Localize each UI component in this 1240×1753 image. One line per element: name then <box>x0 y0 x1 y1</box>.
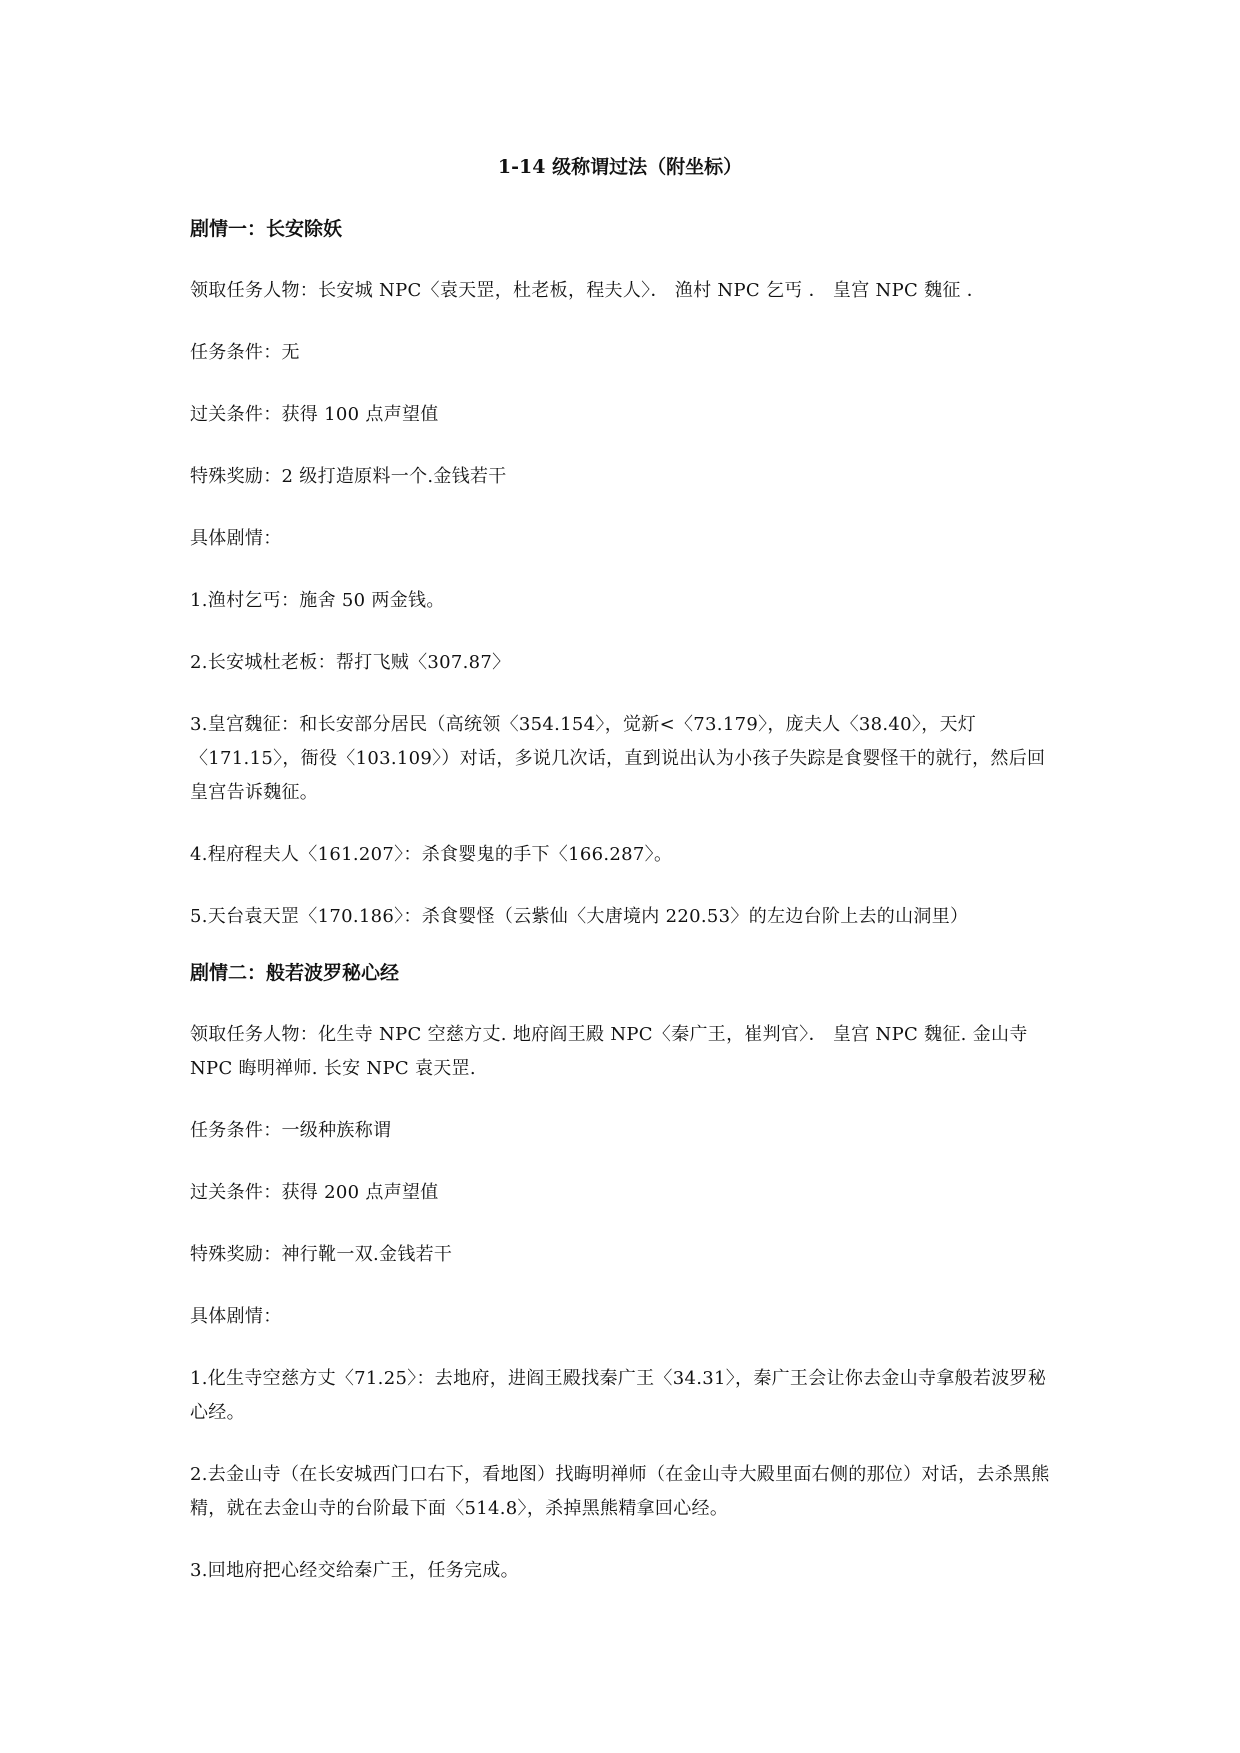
quest-step: 2.长安城杜老板：帮打飞贼〈307.87〉 <box>190 652 511 673</box>
section-heading: 剧情二：般若波罗秘心经 <box>190 962 400 984</box>
quest-givers: 领取任务人物：长安城 NPC〈袁天罡，杜老板，程夫人〉． 渔村 NPC 乞丐 ． 皇宫 NPC 魏征 ． <box>190 280 985 301</box>
quest-step: 2.去金山寺（在长安城西门口右下，看地图）找晦明禅师（在金山寺大殿里面右侧的那位）对话，去杀黑熊精，就在去金山寺的台阶最下面〈514.8〉，杀掉黑熊精拿回心经。 <box>190 1464 1050 1519</box>
quest-details-label: 具体剧情： <box>190 528 282 549</box>
document-body <box>190 212 1060 1616</box>
quest-requirement: 任务条件：一级种族称谓 <box>190 1120 392 1141</box>
section-plot-two <box>190 956 1060 1588</box>
quest-step: 5.天台袁天罡〈170.186〉：杀食婴怪（云紫仙〈大唐境内 220.53〉的左边台阶上去的山洞里） <box>190 906 969 927</box>
quest-step: 4.程府程夫人〈161.207〉：杀食婴鬼的手下〈166.287〉。 <box>190 844 673 865</box>
quest-completion-condition: 过关条件：获得 200 点声望值 <box>190 1182 439 1203</box>
quest-step: 3.回地府把心经交给秦广王，任务完成。 <box>190 1560 519 1581</box>
quest-step: 3.皇宫魏征：和长安部分居民（高统领〈354.154〉，觉新<〈73.179〉，庞夫人〈38.40〉，天灯〈171.15〉，衙役〈103.109〉）对话，多说几次话，直到说出认为小孩子失踪是食婴怪干的就行，然后回皇宫告诉魏征。 <box>190 714 1046 803</box>
quest-special-reward: 特殊奖励：神行靴一双.金钱若干 <box>190 1244 453 1265</box>
quest-completion-condition: 过关条件：获得 100 点声望值 <box>190 404 439 425</box>
document-title: 1-14 级称谓过法（附坐标） <box>497 156 743 178</box>
section-plot-one <box>190 212 1060 934</box>
quest-details-label: 具体剧情： <box>190 1306 282 1327</box>
quest-requirement: 任务条件：无 <box>190 342 300 363</box>
quest-special-reward: 特殊奖励：2 级打造原料一个.金钱若干 <box>190 466 507 487</box>
quest-step: 1.渔村乞丐：施舍 50 两金钱。 <box>190 590 445 611</box>
quest-givers: 领取任务人物：化生寺 NPC 空慈方丈. 地府阎王殿 NPC〈秦广王，崔判官〉． 皇宫 NPC 魏征. 金山寺 NPC 晦明禅师. 长安 NPC 袁天罡. <box>190 1024 1028 1079</box>
section-heading: 剧情一：长安除妖 <box>190 218 343 240</box>
quest-step: 1.化生寺空慈方丈〈71.25〉：去地府，进阎王殿找秦广王〈34.31〉，秦广王会让你去金山寺拿般若波罗秘心经。 <box>190 1368 1047 1423</box>
